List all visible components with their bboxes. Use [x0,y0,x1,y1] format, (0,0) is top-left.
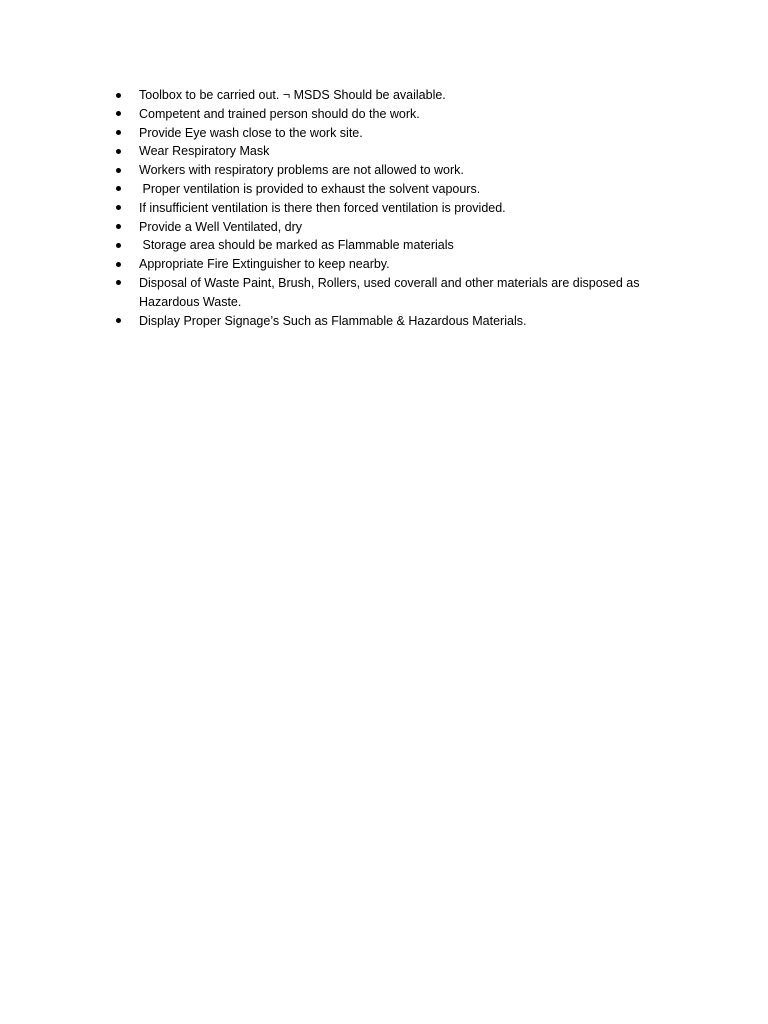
bullet-icon [116,93,121,98]
bullet-icon [116,186,121,191]
list-item [116,161,676,180]
bullet-icon [116,130,121,135]
list-item [116,86,676,105]
list-item-text: Storage area should be marked as Flammable materials [139,238,454,253]
bullet-icon [116,224,121,229]
list-item [116,218,676,237]
list-item-text: Wear Respiratory Mask [139,144,270,159]
list-item-text: Toolbox to be carried out. ¬ MSDS Should be available. [139,88,446,102]
list-item [116,142,676,161]
list-item-text: Provide Eye wash close to the work site. [139,125,363,140]
list-item [116,124,676,143]
bullet-icon [116,318,121,323]
list-item [116,236,676,255]
list-item-text: Proper ventilation is provided to exhaust the solvent vapours. [139,181,481,196]
list-item-text: Provide a Well Ventilated, dry [139,219,303,234]
list-item [116,180,676,199]
list-item [116,255,676,274]
list-item-text: If insufficient ventilation is there then forced ventilation is provided. [139,200,506,215]
bullet-icon [116,149,121,154]
list-item [116,312,676,331]
list-item-text: Disposal of Waste Paint, Brush, Rollers, used coverall and other materials are disposed as Hazardous Waste. [139,275,643,309]
bullet-icon [116,280,121,285]
safety-bullet-list [116,86,676,330]
list-item-text: Workers with respiratory problems are not allowed to work. [139,163,464,178]
list-item [116,105,676,124]
list-item [116,274,676,312]
list-item-text: Competent and trained person should do the work. [139,106,420,121]
list-item-text: Display Proper Signage’s Such as Flammable & Hazardous Materials. [139,313,527,328]
bullet-icon [116,243,121,248]
bullet-icon [116,262,121,267]
list-item-text: Appropriate Fire Extinguisher to keep nearby. [139,257,390,272]
list-item [116,199,676,218]
bullet-icon [116,205,121,210]
bullet-icon [116,111,121,116]
bullet-icon [116,168,121,173]
